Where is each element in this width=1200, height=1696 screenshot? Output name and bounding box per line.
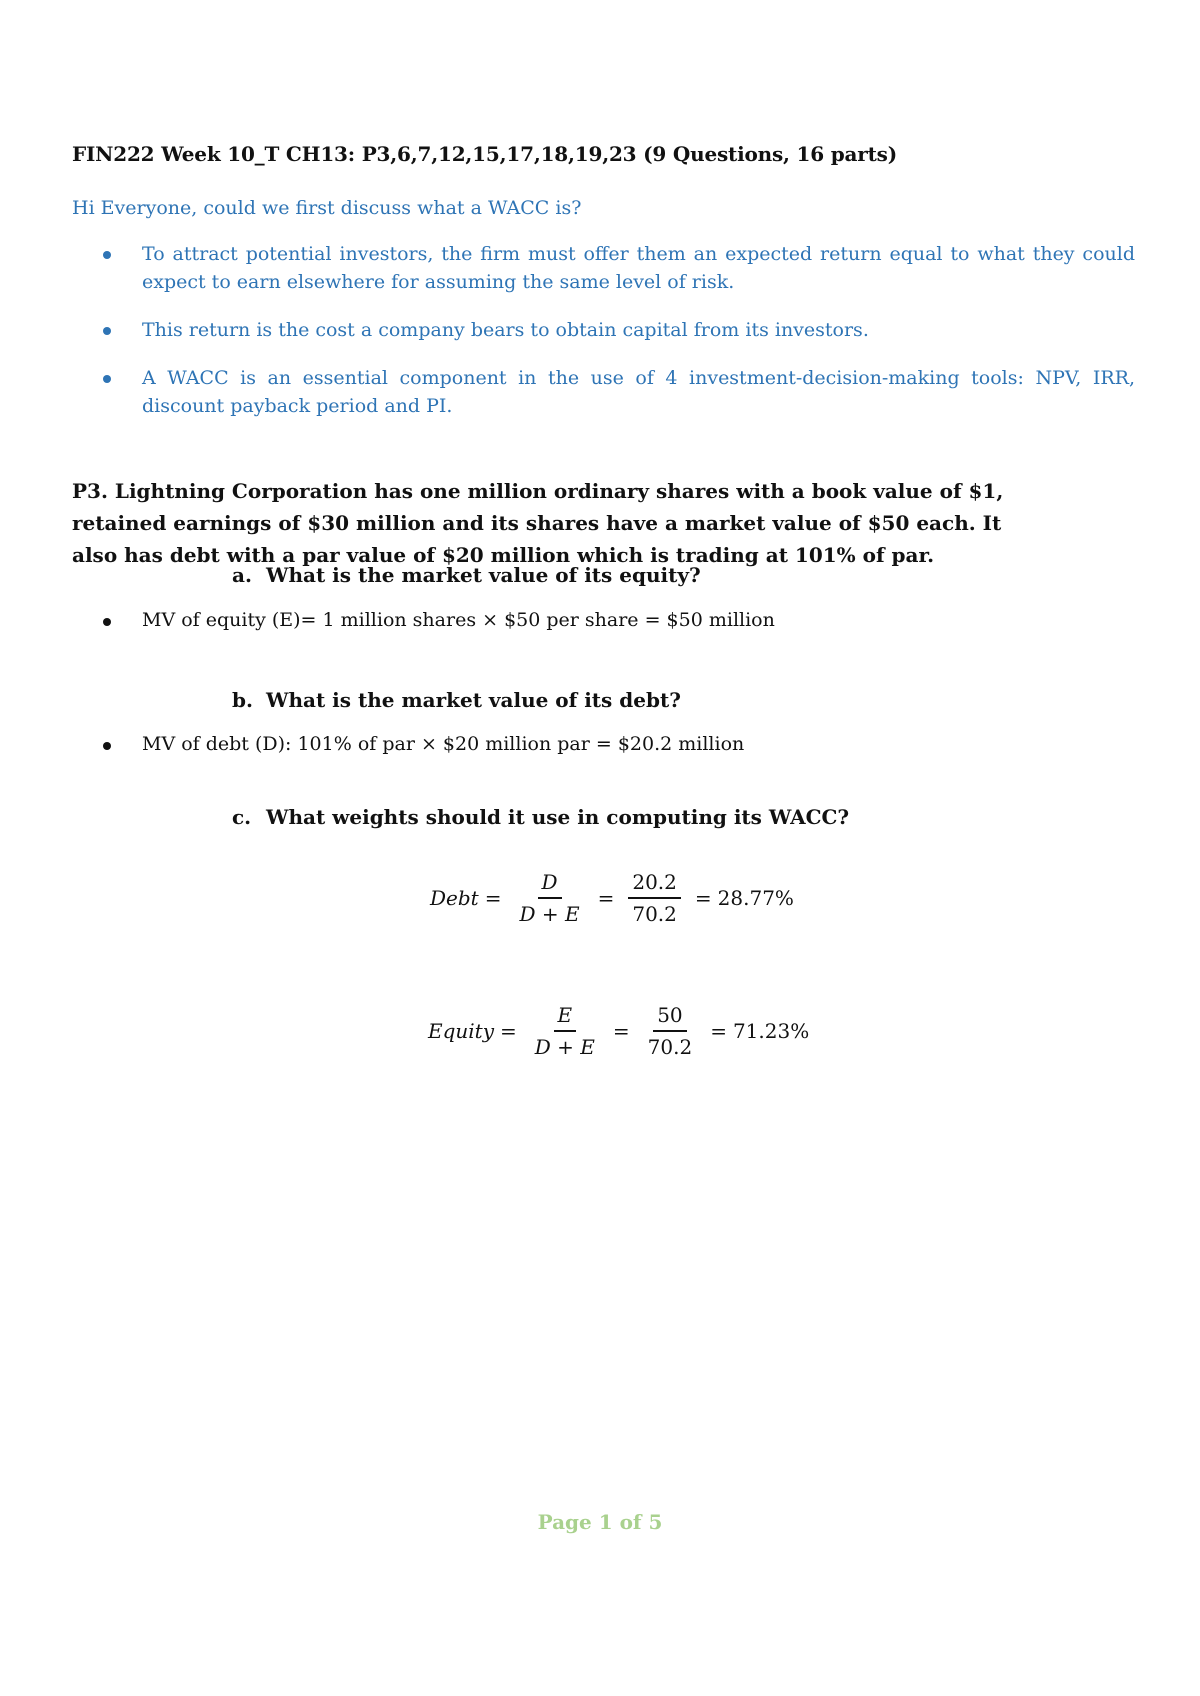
symbolic-fraction — [531, 1003, 599, 1059]
wacc-bullet-list — [100, 240, 1135, 440]
list-item — [100, 240, 1135, 296]
part-text: What is the market value of its equity? — [266, 563, 701, 587]
problem-statement: P3. Lightning Corporation has one million ordinary shares with a book value of $1, retained earnings of $30 million and its shares have a market value of $50 each. It also has debt with a par value of $20 million which is trading at 101% of par. — [72, 479, 1004, 567]
equation-result: 28.77% — [717, 886, 794, 910]
answer-text: MV of equity (E)= 1 million shares × $50 per share = $50 million — [142, 609, 775, 631]
bullet-text: To attract potential investors, the firm must offer them an expected return equal to what they could expect to earn elsewhere for assuming the same level of risk. — [142, 243, 1135, 293]
equals-sign: = — [500, 1019, 517, 1043]
bullet-icon — [103, 618, 111, 626]
part-a-question — [232, 563, 701, 587]
equals-sign: = — [710, 1019, 727, 1043]
list-item — [100, 316, 1135, 344]
part-text: What is the market value of its debt? — [266, 688, 681, 712]
intro-question: Hi Everyone, could we first discuss what a WACC is? — [72, 197, 582, 219]
part-a-answer — [100, 609, 775, 631]
equals-sign: = — [597, 886, 615, 910]
part-text: What weights should it use in computing its WACC? — [266, 805, 850, 829]
equals-sign: = — [694, 886, 712, 910]
fraction-numerator: D — [538, 870, 562, 899]
bullet-text: This return is the cost a company bears to obtain capital from its investors. — [142, 319, 869, 341]
fraction-denominator: D + E — [534, 1035, 595, 1059]
equals-sign: = — [484, 886, 502, 910]
page-number: Page 1 of 5 — [537, 1510, 663, 1534]
bullet-icon — [103, 742, 111, 750]
bullet-icon — [103, 327, 111, 335]
equation-lhs: Equity — [428, 1019, 495, 1043]
part-letter: c. — [232, 805, 252, 829]
bullet-icon — [103, 251, 111, 259]
list-item — [100, 364, 1135, 420]
equals-sign: = — [612, 1019, 630, 1043]
numeric-fraction — [644, 1003, 697, 1059]
bullet-icon — [103, 375, 111, 383]
symbolic-fraction — [515, 870, 583, 926]
equation-result: 71.23% — [732, 1019, 810, 1043]
part-b-question — [232, 688, 681, 712]
fraction-numerator: 20.2 — [628, 870, 681, 899]
part-letter: a. — [232, 563, 252, 587]
fraction-denominator: 70.2 — [632, 902, 677, 926]
debt-weight-equation — [430, 870, 794, 926]
part-letter: b. — [232, 688, 253, 712]
numeric-fraction — [628, 870, 681, 926]
part-b-answer — [100, 733, 744, 755]
fraction-numerator: E — [554, 1003, 577, 1032]
fraction-denominator: D + E — [519, 902, 580, 926]
bullet-text: A WACC is an essential component in the use of 4 investment-decision-making tools: NPV, IRR, discount payback period and PI. — [142, 367, 1135, 417]
equation-lhs: Debt — [430, 886, 479, 910]
answer-text: MV of debt (D): 101% of par × $20 million par = $20.2 million — [142, 733, 745, 755]
fraction-denominator: 70.2 — [647, 1035, 693, 1059]
part-c-question — [232, 805, 849, 829]
fraction-numerator: 50 — [653, 1003, 686, 1032]
equity-weight-equation — [428, 1003, 809, 1059]
document-title: FIN222 Week 10_T CH13: P3,6,7,12,15,17,18,19,23 (9 Questions, 16 parts) — [72, 142, 897, 166]
